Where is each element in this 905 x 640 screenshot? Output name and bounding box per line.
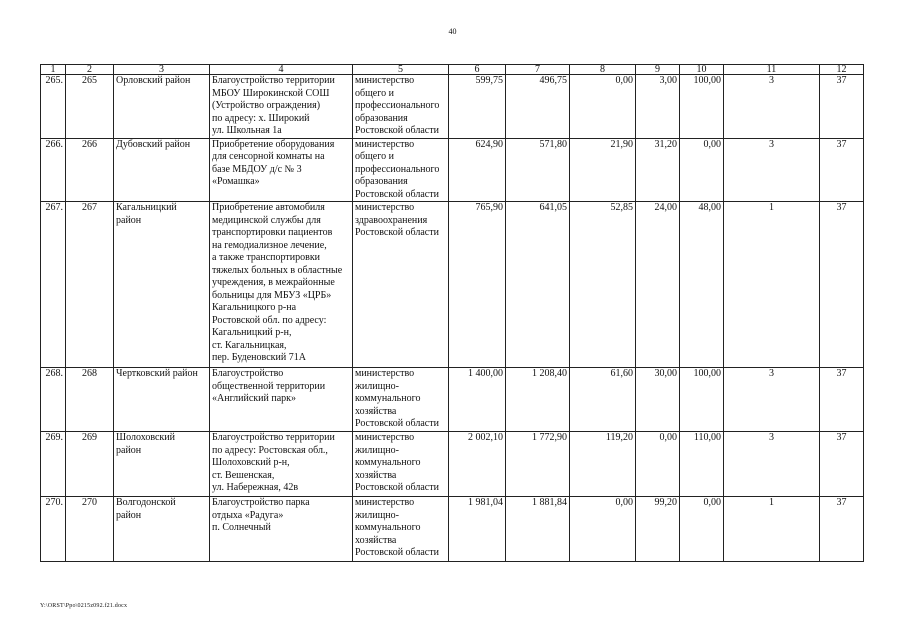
value-cell: 119,20: [570, 432, 636, 497]
value-cell: 31,20: [636, 138, 680, 202]
row-number: 270.: [41, 497, 66, 562]
district-cell: Волгодонской район: [114, 497, 210, 562]
value-cell: 52,85: [570, 202, 636, 368]
district-cell: Чертковский район: [114, 368, 210, 432]
value-cell: 37: [820, 368, 864, 432]
value-cell: 641,05: [506, 202, 570, 368]
row-id: 269: [66, 432, 114, 497]
value-cell: 37: [820, 75, 864, 139]
value-cell: 599,75: [449, 75, 506, 139]
column-header: 8: [570, 65, 636, 75]
value-cell: 1 208,40: [506, 368, 570, 432]
value-cell: 1 881,84: [506, 497, 570, 562]
value-cell: 37: [820, 138, 864, 202]
project-cell: Приобретение автомобиля медицинской службы для транспортировки пациентов на гемодиализное лечение, а также транспортировки тяжелых больных в областные учреждения, в межрайонные больницы для МБУЗ «ЦРБ» Кагальницкого р-на Ростовской обл. по адресу: Кагальницкий р-н, ст. Кагальницкая, пер. Буденовский 71А: [210, 202, 353, 368]
table-row: [41, 75, 864, 139]
column-header: 5: [353, 65, 449, 75]
project-cell: Приобретение оборудования для сенсорной комнаты на базе МБДОУ д/с № 3 «Ромашка»: [210, 138, 353, 202]
value-cell: 3,00: [636, 75, 680, 139]
column-header: 2: [66, 65, 114, 75]
ministry-cell: министерство жилищно- коммунального хозяйства Ростовской области: [353, 432, 449, 497]
column-header: 12: [820, 65, 864, 75]
value-cell: 100,00: [680, 368, 724, 432]
district-cell: Орловский район: [114, 75, 210, 139]
value-cell: 3: [724, 75, 820, 139]
table-row: [41, 497, 864, 562]
table-row: [41, 202, 864, 368]
value-cell: 1: [724, 202, 820, 368]
page-number: 40: [448, 27, 457, 36]
value-cell: 37: [820, 432, 864, 497]
value-cell: 100,00: [680, 75, 724, 139]
value-cell: 3: [724, 138, 820, 202]
column-header: 1: [41, 65, 66, 75]
column-header: 7: [506, 65, 570, 75]
value-cell: 0,00: [570, 497, 636, 562]
row-number: 268.: [41, 368, 66, 432]
value-cell: 3: [724, 368, 820, 432]
row-id: 270: [66, 497, 114, 562]
table-row: [41, 368, 864, 432]
table-row: [41, 432, 864, 497]
row-id: 267: [66, 202, 114, 368]
value-cell: 1: [724, 497, 820, 562]
value-cell: 110,00: [680, 432, 724, 497]
value-cell: 0,00: [680, 138, 724, 202]
column-header: 4: [210, 65, 353, 75]
value-cell: 37: [820, 202, 864, 368]
value-cell: 1 981,04: [449, 497, 506, 562]
value-cell: 0,00: [636, 432, 680, 497]
district-cell: Шолоховский район: [114, 432, 210, 497]
column-header: 10: [680, 65, 724, 75]
value-cell: 61,60: [570, 368, 636, 432]
row-id: 268: [66, 368, 114, 432]
value-cell: 0,00: [570, 75, 636, 139]
ministry-cell: министерство жилищно- коммунального хозяйства Ростовской области: [353, 497, 449, 562]
row-id: 265: [66, 75, 114, 139]
value-cell: 624,90: [449, 138, 506, 202]
value-cell: 24,00: [636, 202, 680, 368]
row-id: 266: [66, 138, 114, 202]
value-cell: 99,20: [636, 497, 680, 562]
column-header: 9: [636, 65, 680, 75]
project-cell: Благоустройство территории по адресу: Ростовская обл., Шолоховский р-н, ст. Вешенская, ул. Набережная, 42в: [210, 432, 353, 497]
value-cell: 0,00: [680, 497, 724, 562]
column-header: 6: [449, 65, 506, 75]
project-cell: Благоустройство территории МБОУ Широкинской СОШ (Устройство ограждения) по адресу: х. Широкий ул. Школьная 1а: [210, 75, 353, 139]
data-table: [40, 64, 864, 562]
table-header: [41, 65, 864, 75]
value-cell: 1 772,90: [506, 432, 570, 497]
column-header: 11: [724, 65, 820, 75]
value-cell: 48,00: [680, 202, 724, 368]
value-cell: 571,80: [506, 138, 570, 202]
row-number: 266.: [41, 138, 66, 202]
value-cell: 496,75: [506, 75, 570, 139]
district-cell: Кагальницкий район: [114, 202, 210, 368]
value-cell: 30,00: [636, 368, 680, 432]
project-cell: Благоустройство общественной территории «Английский парк»: [210, 368, 353, 432]
value-cell: 765,90: [449, 202, 506, 368]
ministry-cell: министерство здравоохранения Ростовской области: [353, 202, 449, 368]
footer-file-path: Y:\ORST\Ppo\0215z092.f21.docx: [40, 603, 128, 609]
row-number: 265.: [41, 75, 66, 139]
row-number: 269.: [41, 432, 66, 497]
value-cell: 3: [724, 432, 820, 497]
value-cell: 2 002,10: [449, 432, 506, 497]
column-header: 3: [114, 65, 210, 75]
value-cell: 37: [820, 497, 864, 562]
value-cell: 1 400,00: [449, 368, 506, 432]
ministry-cell: министерство жилищно- коммунального хозяйства Ростовской области: [353, 368, 449, 432]
district-cell: Дубовский район: [114, 138, 210, 202]
value-cell: 21,90: [570, 138, 636, 202]
ministry-cell: министерство общего и профессионального образования Ростовской области: [353, 75, 449, 139]
ministry-cell: министерство общего и профессионального образования Ростовской области: [353, 138, 449, 202]
project-cell: Благоустройство парка отдыха «Радуга» п. Солнечный: [210, 497, 353, 562]
row-number: 267.: [41, 202, 66, 368]
table-row: [41, 138, 864, 202]
